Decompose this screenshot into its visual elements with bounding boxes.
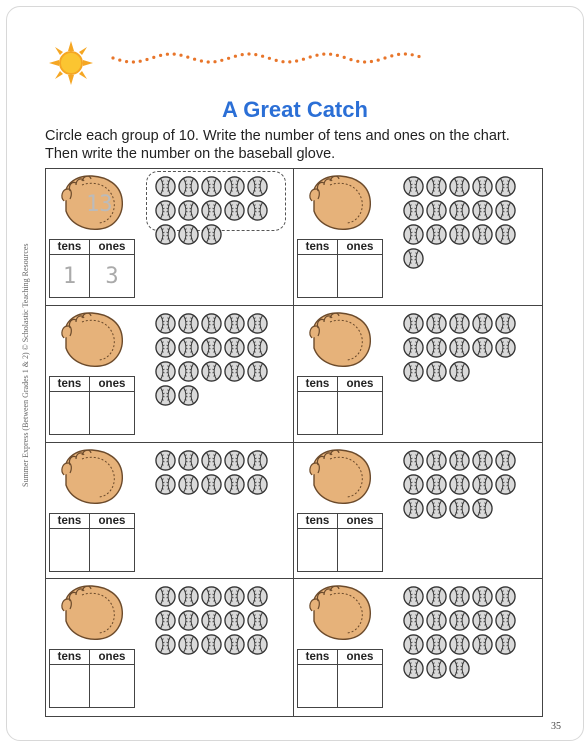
ones-answer-box[interactable]: 3 — [89, 255, 134, 298]
baseball-icon — [200, 585, 223, 609]
tens-header: tens — [298, 376, 338, 391]
problem-cell — [46, 306, 294, 443]
problem-cell — [294, 306, 542, 443]
baseball-icon — [154, 223, 177, 247]
ones-header: ones — [89, 240, 134, 255]
baseball-icon — [154, 199, 177, 223]
baseball-icon — [246, 473, 269, 497]
baseball-icon — [448, 449, 471, 473]
tens-ones-chart — [49, 649, 135, 708]
baseball-icon — [223, 336, 246, 360]
tens-ones-chart — [49, 513, 135, 572]
tens-header: tens — [50, 376, 90, 391]
baseball-icon — [425, 585, 448, 609]
baseball-icon — [402, 199, 425, 223]
baseball-group — [402, 175, 537, 271]
baseball-icon — [154, 336, 177, 360]
decorative-dots-icon — [109, 49, 429, 67]
ones-header: ones — [337, 240, 382, 255]
baseball-icon — [425, 312, 448, 336]
baseball-icon — [402, 609, 425, 633]
baseball-icon — [200, 633, 223, 657]
baseball-icon — [471, 223, 494, 247]
baseball-icon — [494, 336, 517, 360]
baseball-icon — [402, 175, 425, 199]
problem-grid — [45, 168, 543, 717]
tens-answer-box[interactable] — [50, 665, 90, 708]
baseball-icon — [425, 473, 448, 497]
baseball-icon — [494, 312, 517, 336]
baseball-icon — [425, 360, 448, 384]
baseball-icon — [177, 360, 200, 384]
baseball-icon — [200, 360, 223, 384]
baseball-group — [402, 312, 537, 384]
baseball-icon — [154, 473, 177, 497]
baseball-icon — [402, 336, 425, 360]
baseball-icon — [177, 336, 200, 360]
baseball-icon — [200, 336, 223, 360]
baseball-icon — [246, 449, 269, 473]
baseball-group — [402, 449, 537, 521]
baseball-icon — [223, 609, 246, 633]
baseball-icon — [223, 312, 246, 336]
baseball-icon — [200, 175, 223, 199]
problem-cell — [294, 579, 542, 716]
baseball-icon — [246, 360, 269, 384]
baseball-icon — [471, 609, 494, 633]
ones-answer-box[interactable] — [337, 255, 382, 298]
baseball-icon — [223, 449, 246, 473]
tens-answer-box[interactable] — [298, 528, 338, 571]
baseball-icon — [425, 497, 448, 521]
page-title: A Great Catch — [222, 97, 368, 122]
baseball-icon — [200, 312, 223, 336]
baseball-icon — [448, 585, 471, 609]
baseball-icon — [494, 609, 517, 633]
baseball-icon — [223, 585, 246, 609]
instructions — [45, 127, 565, 163]
baseball-icon — [402, 657, 425, 681]
baseball-icon — [471, 312, 494, 336]
baseball-icon — [154, 633, 177, 657]
ones-header: ones — [337, 376, 382, 391]
baseball-icon — [200, 473, 223, 497]
tens-header: tens — [298, 513, 338, 528]
baseball-icon — [494, 175, 517, 199]
ones-answer-box[interactable] — [89, 665, 134, 708]
tens-answer-box[interactable] — [50, 528, 90, 571]
baseball-icon — [154, 175, 177, 199]
sun-icon — [49, 41, 93, 85]
tens-ones-chart — [49, 376, 135, 435]
tens-header: tens — [50, 240, 90, 255]
baseball-icon — [246, 199, 269, 223]
baseball-icon — [177, 633, 200, 657]
baseball-icon — [448, 633, 471, 657]
baseball-icon — [425, 223, 448, 247]
ones-answer-box[interactable] — [337, 528, 382, 571]
baseball-icon — [471, 175, 494, 199]
baseball-icon — [425, 199, 448, 223]
problem-cell — [46, 169, 294, 306]
tens-header: tens — [50, 513, 90, 528]
glove-answer: 13 — [86, 192, 113, 217]
baseball-group — [154, 312, 289, 408]
baseball-icon — [200, 223, 223, 247]
baseball-icon — [177, 609, 200, 633]
ones-answer-box[interactable] — [89, 391, 134, 434]
baseball-icon — [425, 175, 448, 199]
baseball-icon — [402, 497, 425, 521]
baseball-icon — [425, 449, 448, 473]
problem-cell — [46, 443, 294, 580]
baseball-icon — [223, 473, 246, 497]
baseball-icon — [471, 633, 494, 657]
baseball-icon — [177, 199, 200, 223]
tens-answer-box[interactable] — [50, 391, 90, 434]
baseball-icon — [154, 312, 177, 336]
baseball-icon — [402, 360, 425, 384]
baseball-icon — [246, 312, 269, 336]
problem-cell — [294, 169, 542, 306]
baseball-icon — [402, 223, 425, 247]
baseball-icon — [448, 473, 471, 497]
baseball-group — [154, 175, 289, 247]
baseball-icon — [402, 312, 425, 336]
problem-cell — [294, 443, 542, 580]
baseball-icon — [177, 384, 200, 408]
instruction-line-1: Circle each group of 10. Write the number of tens and ones on the chart. — [45, 128, 510, 144]
baseball-icon — [494, 223, 517, 247]
baseball-icon — [471, 336, 494, 360]
ones-answer-box[interactable] — [337, 665, 382, 708]
tens-ones-chart — [297, 376, 383, 435]
page-number: 35 — [551, 721, 561, 732]
baseball-icon — [177, 585, 200, 609]
side-credit-text: Summer Express (Between Grades 1 & 2) © Scholastic Teaching Resources — [21, 243, 30, 487]
ones-header: ones — [337, 513, 382, 528]
baseball-icon — [471, 497, 494, 521]
baseball-icon — [494, 633, 517, 657]
baseball-icon — [177, 175, 200, 199]
ones-header: ones — [89, 650, 134, 665]
tens-answer-box[interactable] — [298, 255, 338, 298]
baseball-icon — [246, 633, 269, 657]
tens-answer-box[interactable]: 1 — [50, 255, 90, 298]
baseball-icon — [494, 449, 517, 473]
baseball-icon — [200, 199, 223, 223]
tens-ones-chart — [297, 649, 383, 708]
baseball-icon — [448, 312, 471, 336]
baseball-icon — [177, 473, 200, 497]
tens-ones-chart — [297, 239, 383, 298]
baseball-icon — [448, 609, 471, 633]
baseball-icon — [425, 336, 448, 360]
instruction-line-2: Then write the number on the baseball glove. — [45, 146, 336, 162]
ones-header: ones — [337, 650, 382, 665]
baseball-icon — [471, 473, 494, 497]
baseball-icon — [200, 449, 223, 473]
baseball-icon — [494, 585, 517, 609]
baseball-icon — [200, 609, 223, 633]
baseball-icon — [154, 585, 177, 609]
baseball-icon — [448, 360, 471, 384]
baseball-icon — [448, 497, 471, 521]
baseball-group — [402, 585, 537, 681]
problem-cell — [46, 579, 294, 716]
tens-header: tens — [50, 650, 90, 665]
baseball-icon — [246, 175, 269, 199]
baseball-icon — [154, 384, 177, 408]
baseball-icon — [246, 609, 269, 633]
baseball-icon — [154, 609, 177, 633]
baseball-icon — [448, 199, 471, 223]
baseball-icon — [402, 633, 425, 657]
tens-answer-box[interactable] — [298, 391, 338, 434]
ones-header: ones — [89, 513, 134, 528]
tens-ones-chart — [49, 239, 135, 298]
baseball-icon — [402, 473, 425, 497]
baseball-icon — [471, 585, 494, 609]
baseball-icon — [177, 449, 200, 473]
baseball-icon — [402, 585, 425, 609]
ones-header: ones — [89, 376, 134, 391]
baseball-icon — [154, 449, 177, 473]
baseball-icon — [223, 360, 246, 384]
tens-header: tens — [298, 240, 338, 255]
baseball-icon — [448, 223, 471, 247]
tens-ones-chart — [297, 513, 383, 572]
baseball-icon — [223, 199, 246, 223]
baseball-icon — [494, 473, 517, 497]
baseball-icon — [494, 199, 517, 223]
baseball-icon — [425, 609, 448, 633]
ones-answer-box[interactable] — [89, 528, 134, 571]
baseball-icon — [246, 336, 269, 360]
baseball-icon — [223, 175, 246, 199]
baseball-icon — [402, 247, 425, 271]
baseball-icon — [177, 223, 200, 247]
baseball-icon — [154, 360, 177, 384]
baseball-icon — [448, 657, 471, 681]
baseball-group — [154, 449, 289, 497]
baseball-icon — [448, 336, 471, 360]
baseball-icon — [471, 199, 494, 223]
baseball-icon — [448, 175, 471, 199]
baseball-icon — [246, 585, 269, 609]
tens-answer-box[interactable] — [298, 665, 338, 708]
baseball-icon — [177, 312, 200, 336]
baseball-icon — [471, 449, 494, 473]
baseball-icon — [223, 633, 246, 657]
baseball-icon — [425, 657, 448, 681]
baseball-icon — [425, 633, 448, 657]
ones-answer-box[interactable] — [337, 391, 382, 434]
worksheet-page — [6, 6, 584, 741]
baseball-icon — [402, 449, 425, 473]
tens-header: tens — [298, 650, 338, 665]
baseball-group — [154, 585, 289, 657]
